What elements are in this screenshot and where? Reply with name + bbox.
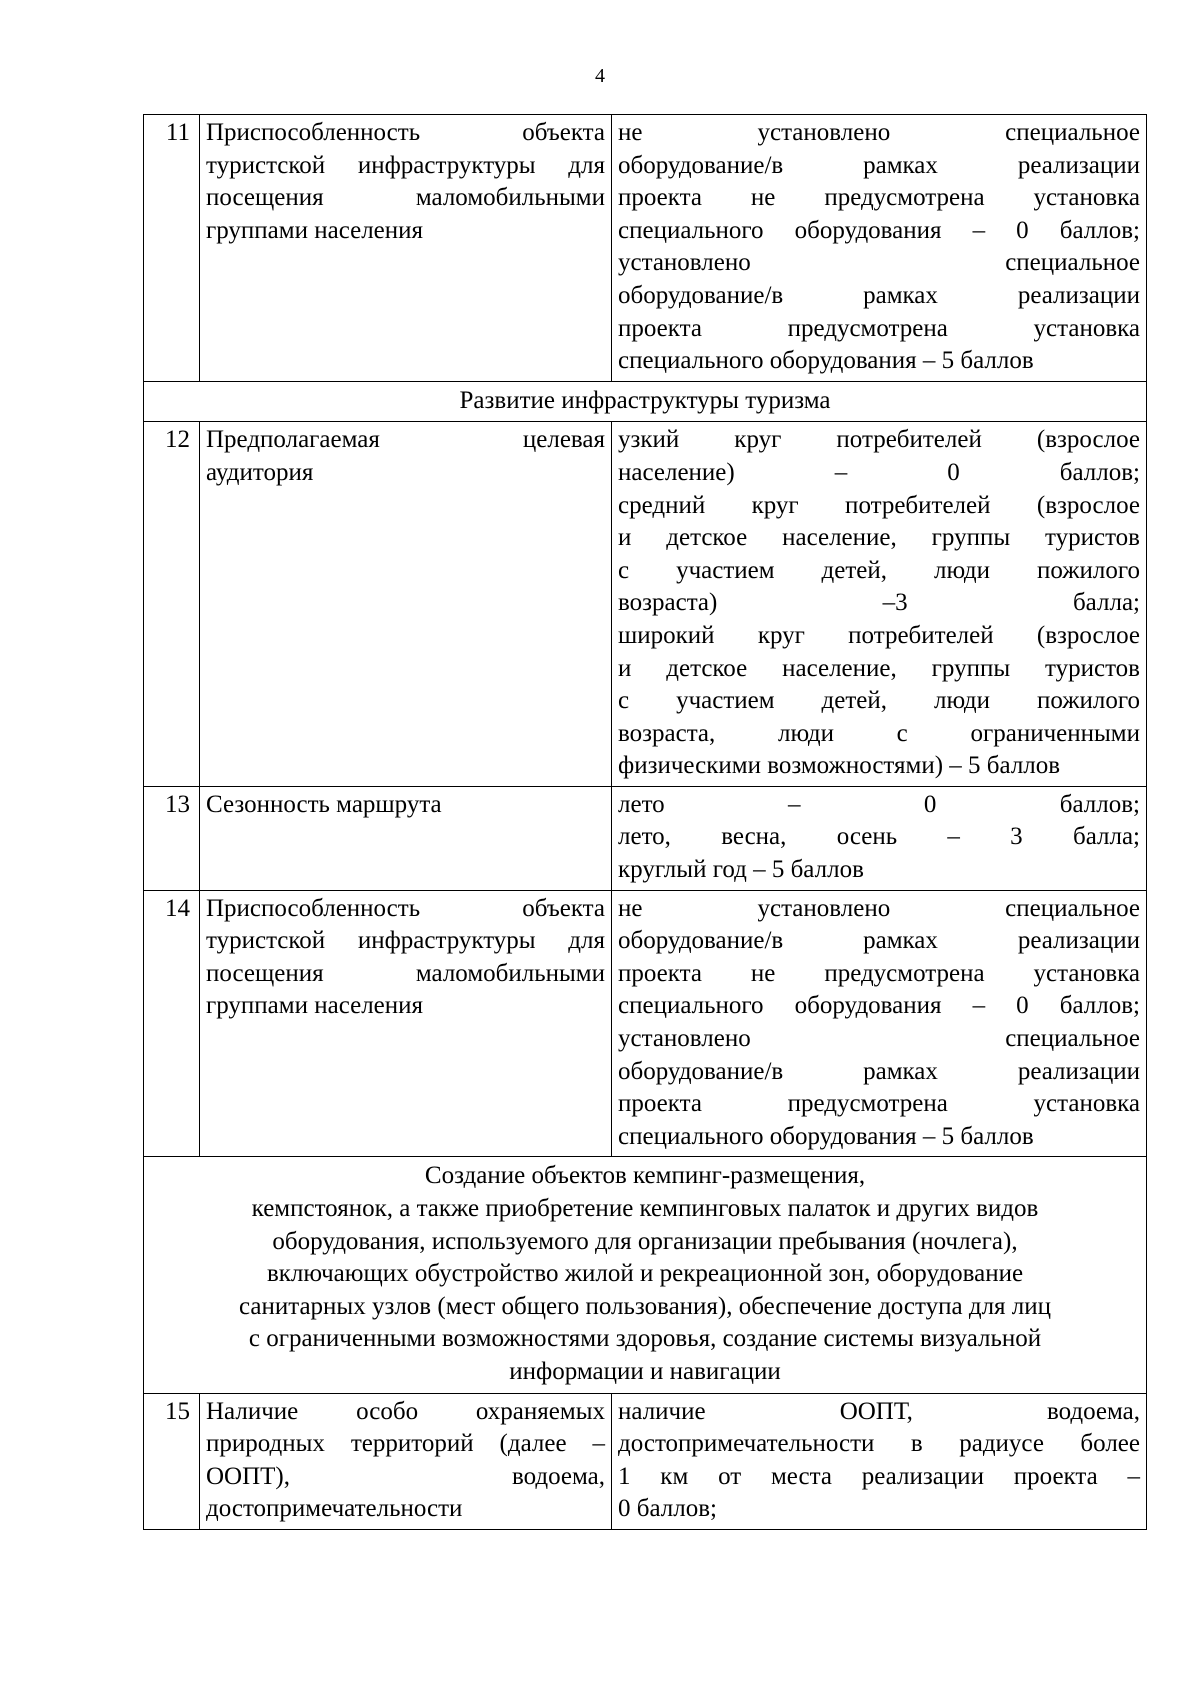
text-line: достопримечательности (206, 1495, 463, 1523)
text-line: оборудование/в рамках реализации (618, 281, 1140, 309)
text-line: с участием детей, люди пожилого (618, 687, 1140, 715)
text-line: население) – 0 баллов; (618, 458, 1140, 486)
section-line: санитарных узлов (мест общего пользования), обеспечение доступа для лиц (238, 1292, 1052, 1320)
section-line: включающих обустройство жилой и рекреационной зон, оборудование (266, 1260, 1024, 1288)
text-line: Наличие особо охраняемых (206, 1397, 605, 1425)
criterion-scoring (612, 422, 1147, 787)
text-line: посещения маломобильными (206, 959, 605, 987)
section-line: информации и навигации (509, 1357, 781, 1385)
text-line: специального оборудования – 0 баллов; (618, 216, 1140, 244)
text-line: туристской инфраструктуры для (206, 927, 605, 955)
criterion-name (200, 786, 612, 890)
text-line: группами населения (206, 992, 424, 1020)
text-line: посещения маломобильными (206, 184, 605, 212)
criterion-name (200, 115, 612, 382)
section-line: оборудования, используемого для организации пребывания (ночлега), (272, 1227, 1018, 1255)
text-line: группами населения (206, 216, 424, 244)
text-line: ООПТ), водоема, (206, 1462, 605, 1490)
criterion-row (144, 422, 1147, 787)
text-line: оборудование/в рамках реализации (618, 927, 1140, 955)
text-line: не установлено специальное (618, 894, 1140, 922)
text-line: 1 км от места реализации проекта – (618, 1462, 1140, 1490)
section-header-row (144, 1157, 1147, 1393)
criterion-name (200, 890, 612, 1157)
criterion-scoring (612, 890, 1147, 1157)
text-line: природных территорий (далее – (206, 1430, 605, 1458)
text-line: туристской инфраструктуры для (206, 151, 605, 179)
criterion-scoring (612, 1393, 1147, 1529)
text-line: Предполагаемая целевая (206, 426, 605, 454)
text-line: узкий круг потребителей (взрослое (618, 426, 1140, 454)
text-line: и детское население, группы туристов (618, 524, 1140, 552)
text-line: специального оборудования – 0 баллов; (618, 992, 1140, 1020)
criteria-table-body (144, 115, 1147, 1530)
text-line: 0 баллов; (618, 1495, 717, 1523)
row-number: 14 (144, 890, 200, 1157)
text-line: проекта предусмотрена установка (618, 1090, 1140, 1118)
text-line: Сезонность маршрута (206, 790, 442, 818)
text-line: средний круг потребителей (взрослое (618, 491, 1140, 519)
criterion-row (144, 890, 1147, 1157)
criterion-row (144, 786, 1147, 890)
text-line: возраста) –3 балла; (618, 589, 1140, 617)
text-line: проекта предусмотрена установка (618, 314, 1140, 342)
criterion-scoring (612, 786, 1147, 890)
text-line: проекта не предусмотрена установка (618, 184, 1140, 212)
text-line: круглый год – 5 баллов (618, 856, 864, 884)
criterion-scoring (612, 115, 1147, 382)
criterion-row (144, 115, 1147, 382)
text-line: специального оборудования – 5 баллов (618, 1122, 1034, 1150)
row-number: 15 (144, 1393, 200, 1529)
text-line: лето, весна, осень – 3 балла; (618, 823, 1140, 851)
section-line: с ограниченными возможностями здоровья, создание системы визуальной (248, 1325, 1042, 1353)
text-line: лето – 0 баллов; (618, 790, 1140, 818)
criterion-row (144, 1393, 1147, 1529)
text-line: физическими возможностями) – 5 баллов (618, 752, 1061, 780)
row-number: 13 (144, 786, 200, 890)
section-line: кемпстоянок, а также приобретение кемпинговых палаток и других видов (251, 1195, 1039, 1222)
text-line: проекта не предусмотрена установка (618, 959, 1140, 987)
text-line: и детское население, группы туристов (618, 654, 1140, 682)
text-line: Приспособленность объекта (206, 894, 605, 922)
text-line: оборудование/в рамках реализации (618, 151, 1140, 179)
text-line: аудитория (206, 458, 314, 486)
text-line: специального оборудования – 5 баллов (618, 347, 1034, 375)
text-line: оборудование/в рамках реализации (618, 1057, 1140, 1085)
page-number: 4 (595, 65, 605, 87)
text-line: достопримечательности в радиусе более (618, 1430, 1140, 1458)
section-header-row (144, 381, 1147, 422)
text-line: установлено специальное (618, 249, 1140, 277)
row-number: 12 (144, 422, 200, 787)
text-line: наличие ООПТ, водоема, (618, 1397, 1140, 1425)
criteria-table (143, 114, 1147, 1530)
criterion-name (200, 422, 612, 787)
text-line: установлено специальное (618, 1025, 1140, 1053)
section-header (144, 1157, 1147, 1393)
text-line: не установлено специальное (618, 119, 1140, 146)
text-line: возраста, люди с ограниченными (618, 719, 1140, 747)
section-line: Создание объектов кемпинг-размещения, (424, 1162, 866, 1190)
criterion-name (200, 1393, 612, 1529)
row-number: 11 (144, 115, 200, 382)
text-line: широкий круг потребителей (взрослое (618, 621, 1140, 649)
text-line: с участием детей, люди пожилого (618, 556, 1140, 584)
text-line: Приспособленность объекта (206, 119, 605, 146)
section-header: Развитие инфраструктуры туризма (144, 381, 1147, 422)
